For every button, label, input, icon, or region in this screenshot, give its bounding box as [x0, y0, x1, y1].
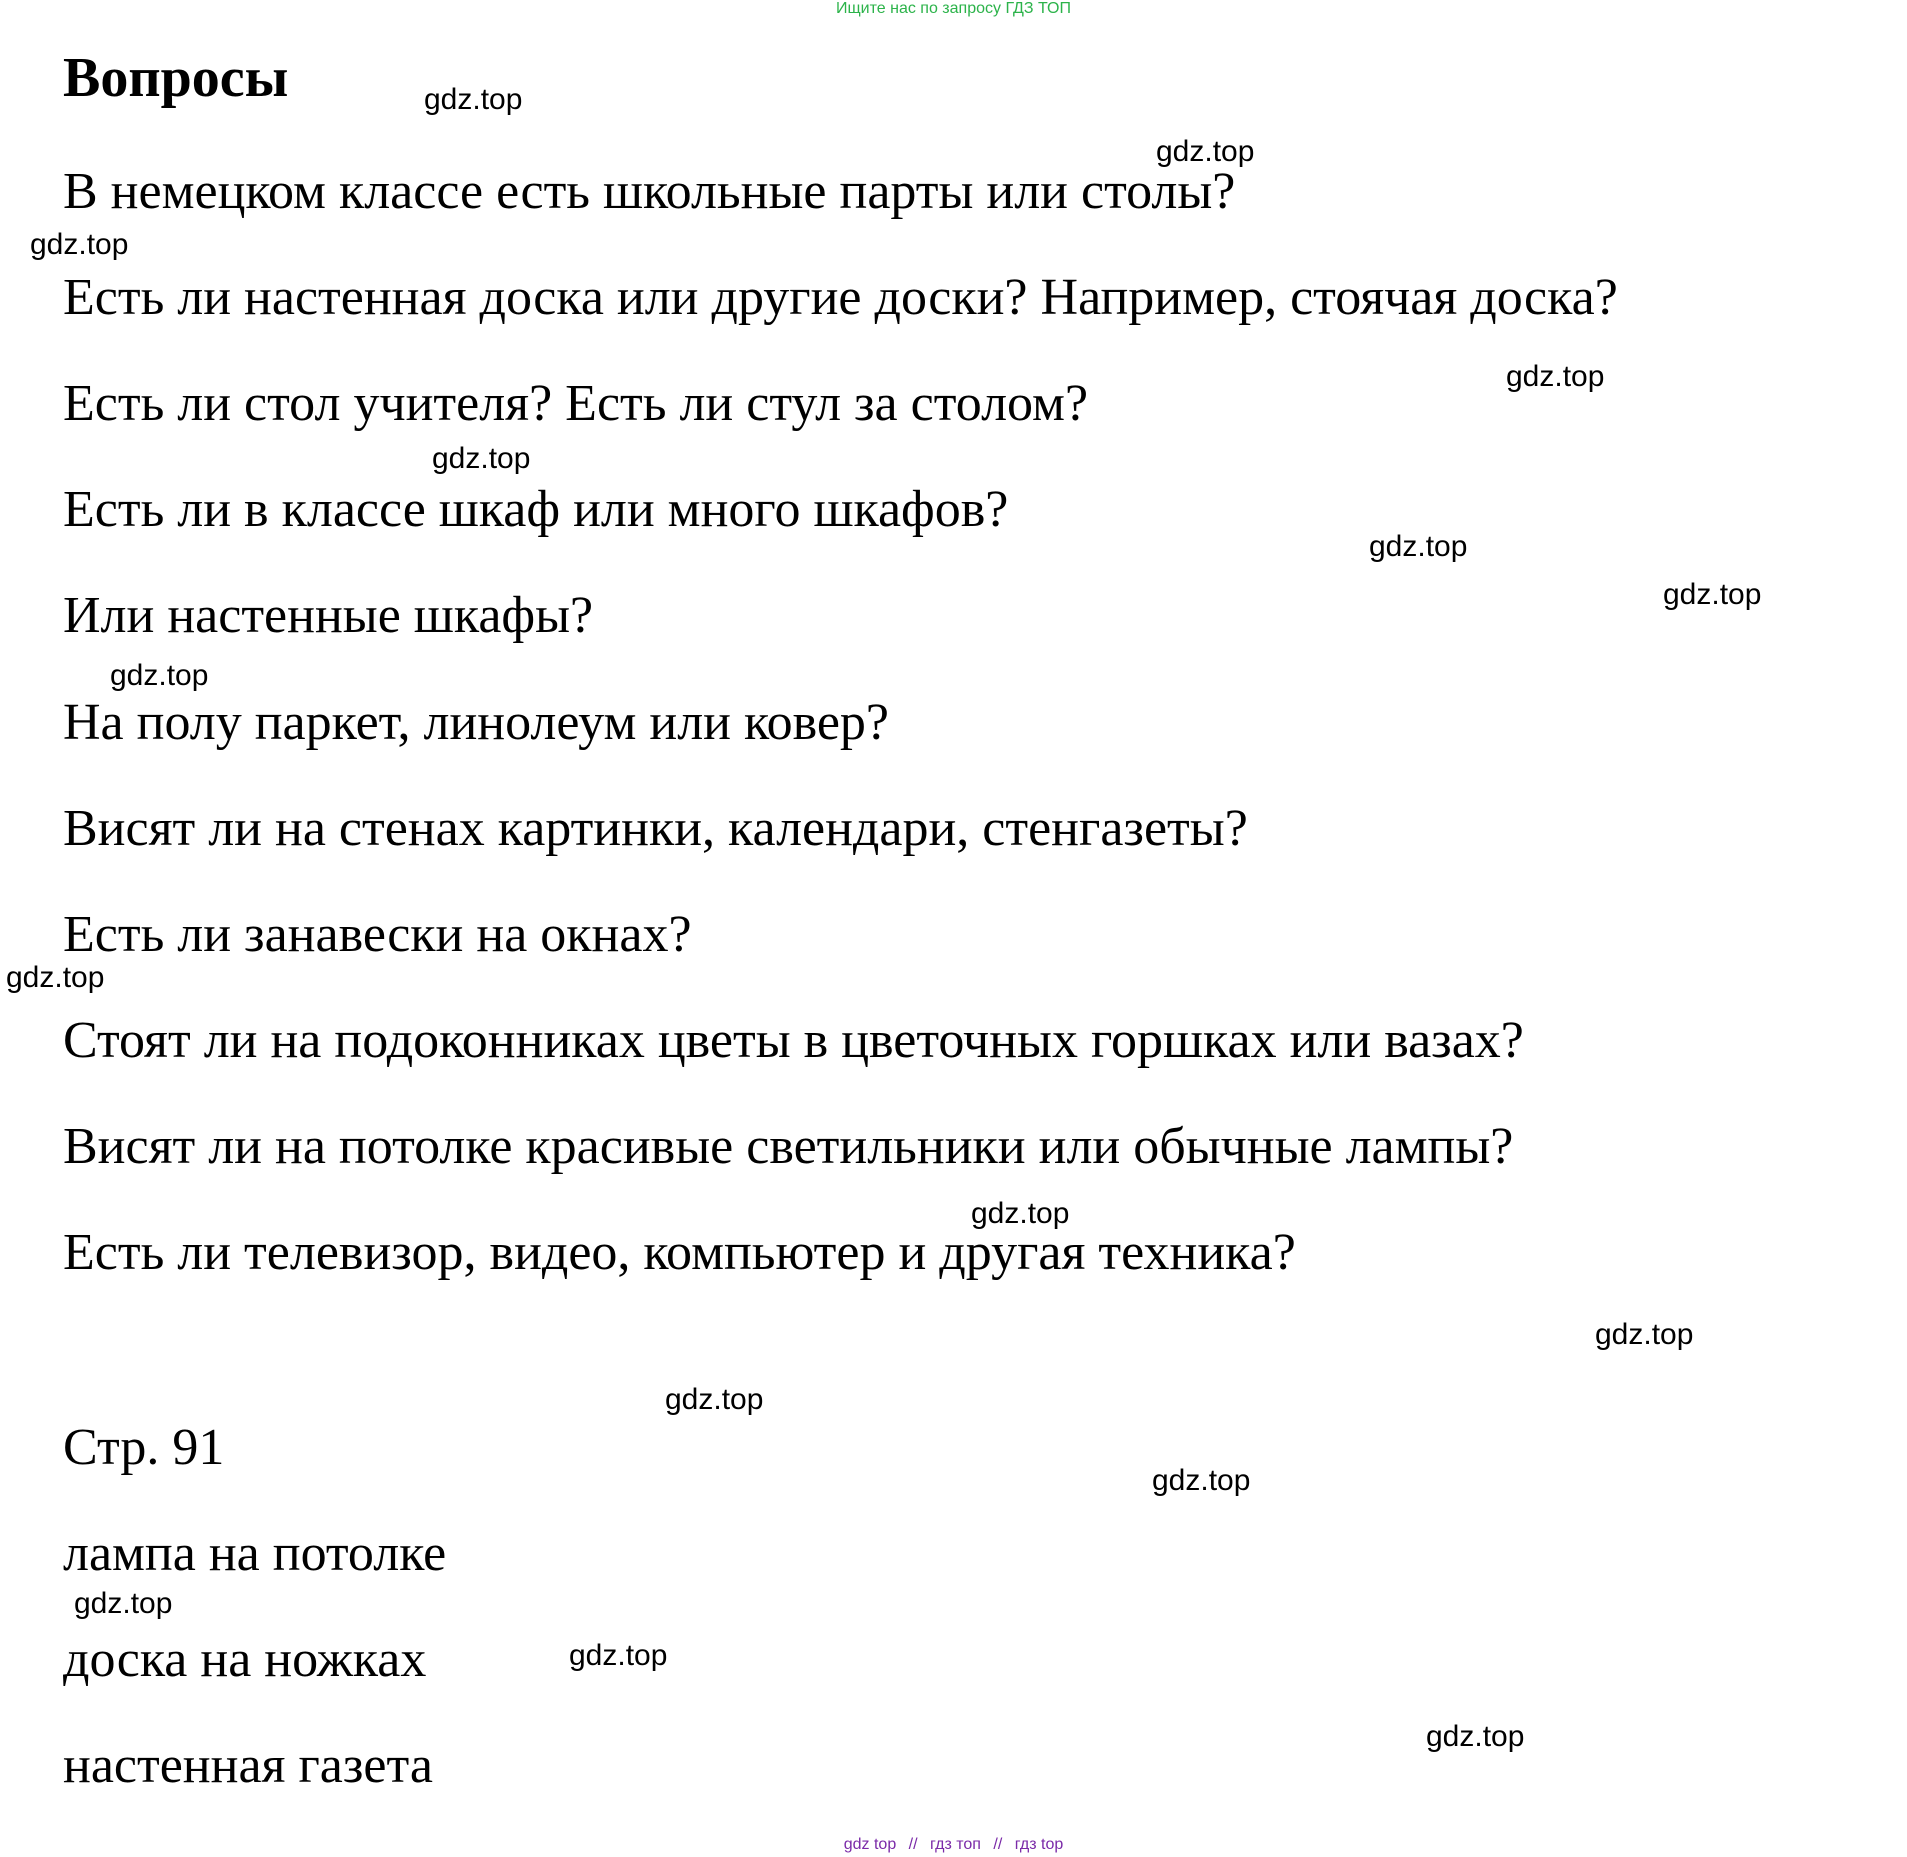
question-line: Висят ли на потолке красивые светильники или обычные лампы?: [63, 1118, 1514, 1175]
question-line: Есть ли занавески на окнах?: [63, 906, 692, 963]
footer-separator: //: [908, 1836, 918, 1853]
question-line: Или настенные шкафы?: [63, 587, 594, 644]
watermark: gdz.top: [971, 1197, 1070, 1230]
footer-link[interactable]: гдз top: [1014, 1836, 1064, 1853]
footer-link[interactable]: гдз топ: [930, 1836, 981, 1853]
question-line: Есть ли телевизор, видео, компьютер и другая техника?: [63, 1224, 1296, 1281]
question-line: Стоят ли на подоконниках цветы в цветочных горшках или вазах?: [63, 1012, 1524, 1069]
top-banner: Ищите нас по запросу ГДЗ ТОП: [836, 0, 1071, 17]
question-line: Висят ли на стенах картинки, календари, стенгазеты?: [63, 800, 1248, 857]
watermark: gdz.top: [432, 442, 531, 475]
answer-line: настенная газета: [63, 1737, 433, 1794]
watermark: gdz.top: [6, 961, 105, 994]
watermark: gdz.top: [569, 1639, 668, 1672]
watermark: gdz.top: [1156, 135, 1255, 168]
answer-line: доска на ножках: [63, 1631, 427, 1688]
question-line: На полу паркет, линолеум или ковер?: [63, 694, 890, 751]
question-line: Есть ли настенная доска или другие доски? Например, стоячая доска?: [63, 269, 1618, 326]
watermark: gdz.top: [110, 659, 209, 692]
watermark: gdz.top: [1506, 360, 1605, 393]
watermark: gdz.top: [665, 1383, 764, 1416]
footer: [0, 1836, 1907, 1854]
page-label: Стр. 91: [63, 1419, 225, 1476]
page-title: Вопросы: [63, 47, 289, 109]
question-line: Есть ли в классе шкаф или много шкафов?: [63, 481, 1009, 538]
watermark: gdz.top: [1663, 578, 1762, 611]
question-line: В немецком классе есть школьные парты или столы?: [63, 163, 1236, 220]
watermark: gdz.top: [1369, 530, 1468, 563]
footer-separator: //: [993, 1836, 1003, 1853]
watermark: gdz.top: [424, 83, 523, 116]
watermark: gdz.top: [1595, 1318, 1694, 1351]
question-line: Есть ли стол учителя? Есть ли стул за столом?: [63, 375, 1089, 432]
answer-line: лампа на потолке: [63, 1525, 447, 1582]
watermark: gdz.top: [1152, 1464, 1251, 1497]
watermark: gdz.top: [1426, 1720, 1525, 1753]
footer-link[interactable]: gdz top: [843, 1836, 897, 1853]
watermark: gdz.top: [74, 1587, 173, 1620]
watermark: gdz.top: [30, 228, 129, 261]
